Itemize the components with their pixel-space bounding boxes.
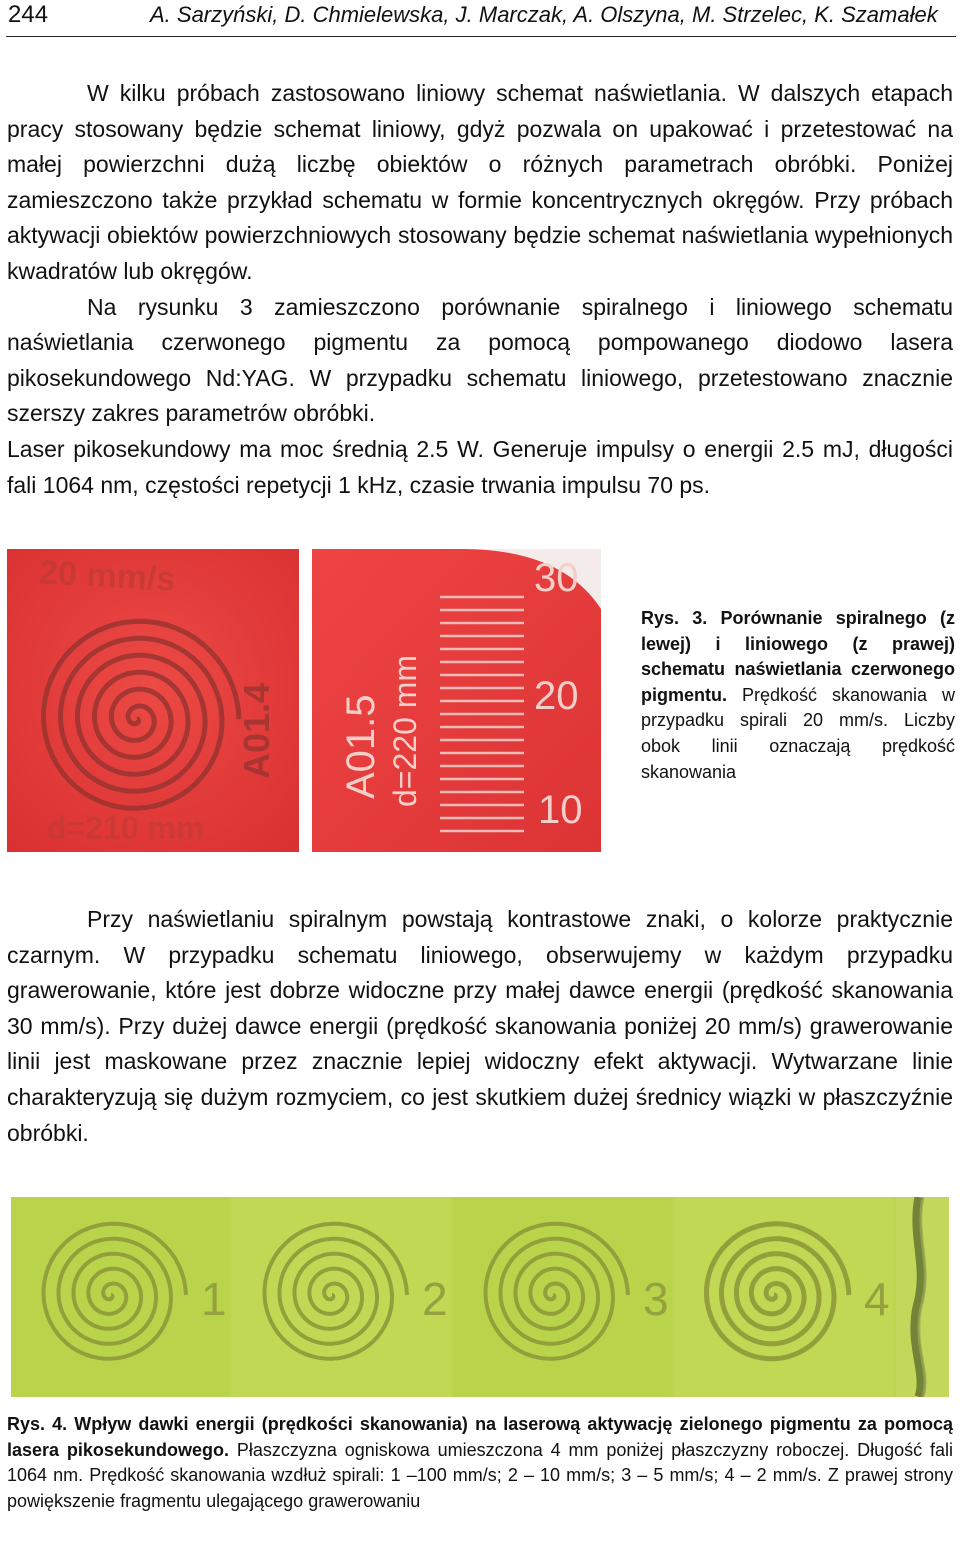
spiral-red-svg [7,549,299,852]
green-spirals-svg [11,1197,949,1397]
spiral-side-label: A01.4 [236,682,277,779]
figure3-caption-rest: Prędkość skanowania w przypadku spirali 20 mm/s. Liczby obok linii oznaczają prędkość skanowania [641,684,955,782]
label-a: A01.5 [339,694,383,799]
figure4-caption-rest: Płaszczyzna ogniskowa umieszczona 4 mm poniżej płaszczyzny roboczej. Długość fali 1064 nm. Prędkość skanowania wzdłuż spirali: 1 –100 mm/s; 2 – 10 mm/s; 3 – 5 mm/s; 4 – 2 mm/s. Z prawej strony powiększenie fragmentu ulegającego grawerowaniu [7,1439,953,1511]
panel-label-2: 2 [422,1273,448,1325]
paragraph-1: W kilku próbach zastosowano liniowy schemat naświetlania. W dalszych etapach pracy stosowany będzie schemat liniowy, gdyż pozwala on upakować i przetestować na małej powierzchni dużą liczbę obiektów o różnych parametrach obróbki. Poniżej zamieszczono także przykład schematu w formie koncentrycznych okręgów. Przy próbach aktywacji obiektów powierzchniowych stosowany będzie schemat naświetlania wypełnionych kwadratów lub okręgów. [7,80,953,284]
panel-label-4: 4 [864,1273,890,1325]
linear-red-svg [312,549,601,852]
figure4-caption [7,1412,953,1514]
figure4-caption-bold: Rys. 4. Wpływ dawki energii (prędkości skanowania) na laserową aktywację zielonego pigmentu za pomocą lasera pikosekundowego. [7,1414,953,1460]
body-text-middle [7,902,953,1151]
figure3-caption-bold: Rys. 3. Porównanie spiralnego (z lewej) i liniowego (z prawej) schematu naświetlania czerwonego pigmentu. [641,608,955,705]
figure3-spiral-image [7,549,299,852]
spiral-top-label: 20 mm/s [38,553,177,599]
header-rule [6,36,956,37]
body-text-top [7,76,953,503]
label-d: d=220 mm [387,654,423,807]
figure3-linear-image [312,549,601,852]
paragraph-4: Przy naświetlaniu spiralnym powstają kontrastowe znaki, o kolorze praktycznie czarnym. W przypadku schematu liniowego, obserwujemy w każdym przypadku grawerowanie, które jest dobrze widoczne przy małej dawce energii (prędkość skanowania 30 mm/s). Przy dużej dawce energii (prędkość skanowania poniżej 20 mm/s) grawerowanie linii jest maskowane przez znacznie lepiej widoczny efekt aktywacji. Wytwarzane linie charakteryzują się dużym rozmyciem, co jest skutkiem dużej średnicy wiązki w płaszczyźnie obróbki. [7,906,953,1146]
running-head: A. Sarzyński, D. Chmielewska, J. Marczak, A. Olszyna, M. Strzelec, K. Szamałek [150,2,938,27]
panel-label-1: 1 [201,1273,227,1325]
panel-label-3: 3 [643,1273,669,1325]
scale-label-10: 10 [538,788,583,832]
figure4-image [11,1197,949,1397]
paragraph-2: Na rysunku 3 zamieszczono porównanie spiralnego i liniowego schematu naświetlania czerwonego pigmentu za pomocą pompowanego diodowo lasera pikosekundowego Nd:YAG. W przypadku schematu liniowego, przetestowano znacznie szerszy zakres parametrów obróbki. [7,293,953,427]
scale-label-20: 20 [534,674,579,718]
paragraph-3: Laser pikosekundowy ma moc średnią 2.5 W. Generuje impulsy o energii 2.5 mJ, długości fali 1064 nm, częstości repetycji 1 kHz, czasie trwania impulsu 70 ps. [7,435,953,498]
figure3-caption [641,606,955,785]
page-number: 244 [8,1,49,28]
scale-label-30: 30 [534,556,579,600]
spiral-bottom-label: d=210 mm [47,810,205,846]
